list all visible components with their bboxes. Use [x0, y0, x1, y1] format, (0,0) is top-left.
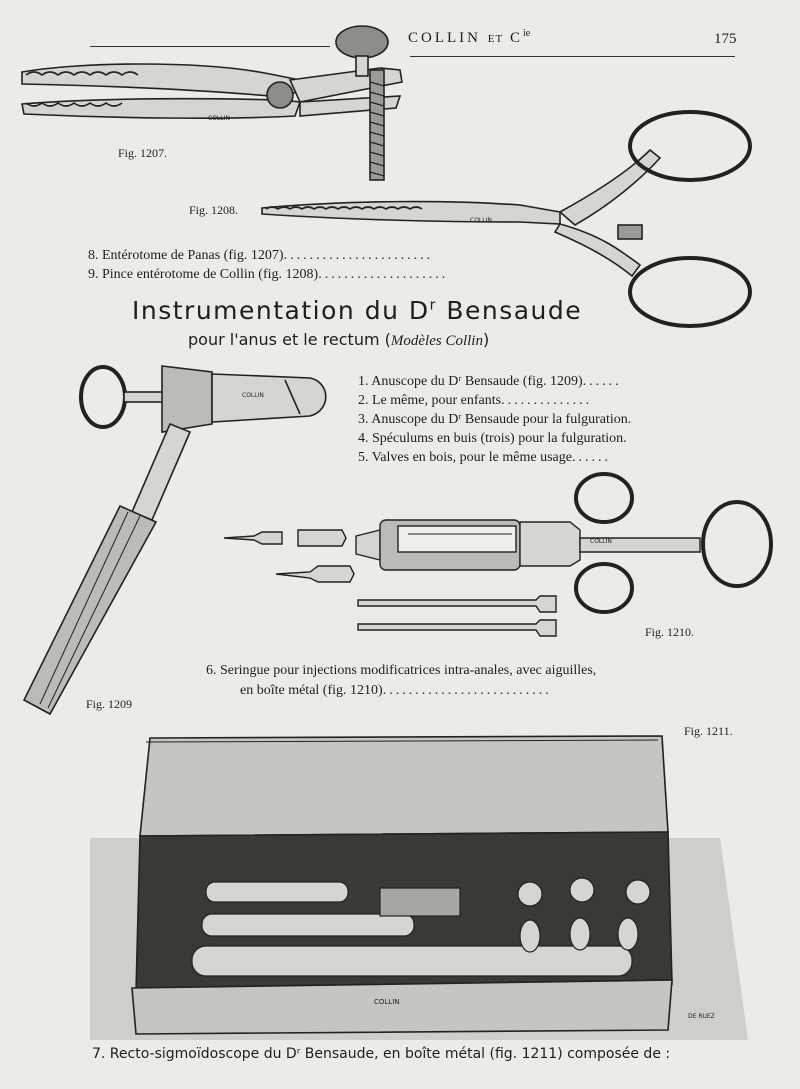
- section-title-sup: r: [429, 297, 437, 314]
- item-9: [88, 267, 448, 283]
- header-cie: C: [509, 30, 523, 46]
- section-subtitle-italic: Modèles Collin: [390, 333, 483, 349]
- header-company: COLLIN: [408, 30, 481, 46]
- section-title: [132, 296, 582, 325]
- item-6-line-2: [240, 683, 552, 699]
- item-2: [358, 393, 592, 409]
- item-5-text: 5. Valves en bois, pour le même usage: [358, 450, 572, 465]
- fig-1208-label: Fig. 1208.: [189, 203, 239, 217]
- box-mark: COLLIN: [374, 998, 400, 1006]
- item-2-dots: ..............: [501, 393, 593, 408]
- anuscope-mark: COLLIN: [242, 392, 264, 399]
- item-1: [358, 374, 622, 390]
- item-9-dots: ....................: [318, 267, 449, 282]
- item-1-dots: ......: [582, 374, 622, 389]
- item-4-text: 4. Spéculums en buis (trois) pour la fulguration.: [358, 431, 627, 446]
- item-6-text: en boîte métal (fig. 1210): [240, 683, 383, 698]
- item-8: [88, 248, 433, 264]
- fig-1209-label: Fig. 1209: [86, 697, 133, 711]
- fig-1207-label: Fig. 1207.: [118, 146, 168, 160]
- item-7: 7. Recto-sigmoïdoscope du Dʳ Bensaude, en boîte métal (fig. 1211) composée de :: [92, 1046, 671, 1062]
- header-cie-sup: ie: [522, 28, 531, 39]
- syringe-mark: COLLIN: [590, 538, 612, 545]
- item-6-line-1: 6. Seringue pour injections modificatrices intra-anales, avec aiguilles,: [206, 663, 597, 678]
- item-3: [358, 412, 631, 428]
- enterotome-mark: COLLIN: [208, 115, 230, 122]
- item-8-dots: .......................: [283, 248, 434, 263]
- header-et: ET: [487, 33, 504, 45]
- pince-mark: COLLIN: [470, 217, 492, 224]
- item-1-text: 1. Anuscope du Dʳ Bensaude (fig. 1209): [358, 374, 583, 389]
- section-subtitle: [188, 330, 489, 350]
- item-9-text: 9. Pince entérotome de Collin (fig. 1208): [88, 267, 319, 282]
- item-8-text: 8. Entérotome de Panas (fig. 1207): [88, 248, 284, 263]
- fig-1211-label: Fig. 1211.: [684, 724, 733, 738]
- item-5: [358, 450, 611, 466]
- section-subtitle-a: pour l'anus et le rectum (: [188, 330, 391, 349]
- section-title-a: Instrumentation du D: [132, 296, 430, 325]
- item-6-dots: ..........................: [382, 683, 552, 698]
- section-subtitle-b: ): [482, 330, 490, 349]
- fig-1210-label: Fig. 1210.: [645, 625, 695, 639]
- item-4: [358, 431, 627, 447]
- item-3-text: 3. Anuscope du Dʳ Bensaude pour la fulguration.: [358, 412, 632, 427]
- engraver-signature: DE RUEZ: [688, 1013, 715, 1020]
- section-title-b: Bensaude: [436, 296, 583, 325]
- item-5-dots: ......: [571, 450, 611, 465]
- page-number: 175: [714, 31, 737, 47]
- item-2-text: 2. Le même, pour enfants: [358, 393, 502, 408]
